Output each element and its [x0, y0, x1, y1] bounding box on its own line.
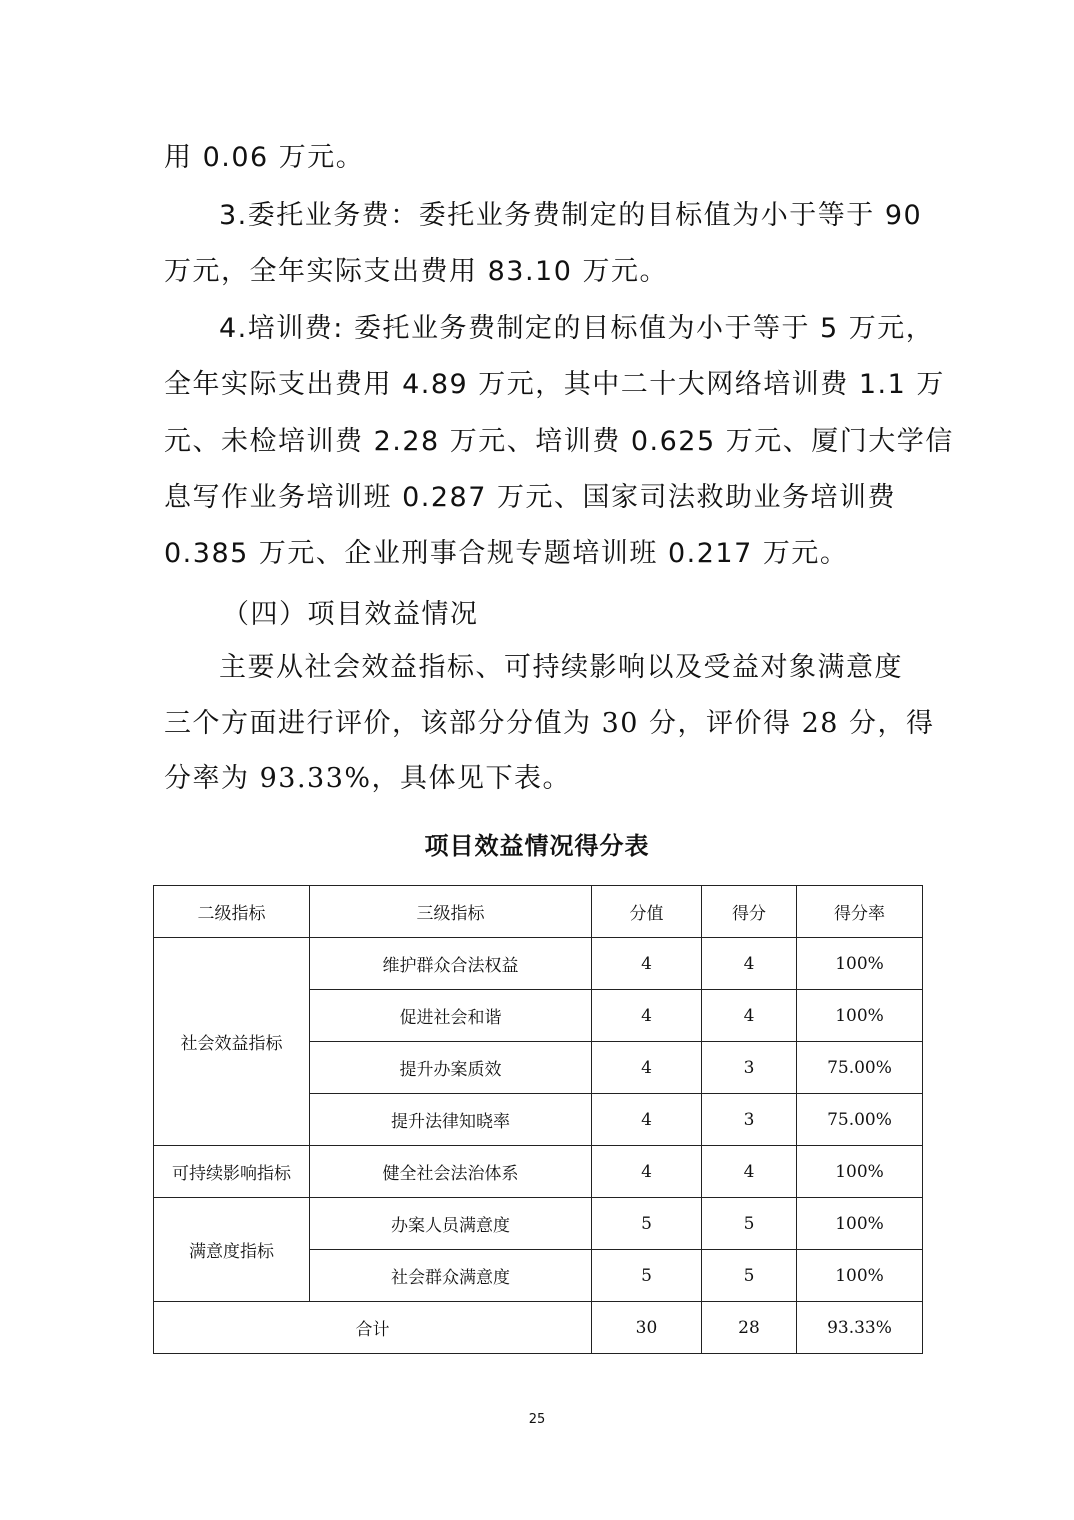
score-cell: 4 [702, 1146, 797, 1198]
table-header-row [154, 886, 923, 938]
header-cell: 得分 [702, 886, 797, 938]
score-cell: 3 [702, 1042, 797, 1094]
group-label: 社会效益指标 [154, 938, 310, 1146]
paragraph-line: 万元，全年实际支出费用 83.10 万元。 [164, 256, 668, 287]
paragraph-line: 4.培训费: 委托业务费制定的目标值为小于等于 5 万元， [219, 313, 935, 344]
rate-cell: 100% [797, 1198, 923, 1250]
score-table [153, 885, 923, 1354]
paragraph-line: 0.385 万元、企业刑事合规专题培训班 0.217 万元。 [164, 538, 849, 569]
paragraph-line: 息写作业务培训班 0.287 万元、国家司法救助业务培训费 [164, 482, 896, 513]
table-row [154, 1146, 923, 1198]
table-caption: 项目效益情况得分表 [424, 832, 650, 860]
page-number: 25 [528, 1412, 546, 1427]
paragraph-line: 用 0.06 万元。 [164, 142, 365, 173]
value-cell: 4 [592, 1146, 702, 1198]
value-cell: 4 [592, 1042, 702, 1094]
indicator-cell: 提升办案质效 [310, 1042, 592, 1094]
total-rate: 93.33% [797, 1302, 923, 1354]
group-label: 可持续影响指标 [154, 1146, 310, 1198]
total-label: 合计 [154, 1302, 592, 1354]
score-cell: 5 [702, 1250, 797, 1302]
header-cell: 二级指标 [154, 886, 310, 938]
paragraph-line: 主要从社会效益指标、可持续影响以及受益对象满意度 [219, 652, 903, 683]
table-total-row [154, 1302, 923, 1354]
value-cell: 4 [592, 938, 702, 990]
table-row [154, 1198, 923, 1250]
score-cell: 4 [702, 990, 797, 1042]
indicator-cell: 促进社会和谐 [310, 990, 592, 1042]
rate-cell: 75.00% [797, 1042, 923, 1094]
paragraph-line: 元、未检培训费 2.28 万元、培训费 0.625 万元、厦门大学信 [164, 426, 954, 457]
value-cell: 5 [592, 1250, 702, 1302]
rate-cell: 100% [797, 938, 923, 990]
header-cell: 分值 [592, 886, 702, 938]
indicator-cell: 提升法律知晓率 [310, 1094, 592, 1146]
header-cell: 得分率 [797, 886, 923, 938]
paragraph-line: 三个方面进行评价，该部分分值为 30 分，评价得 28 分，得 [164, 708, 935, 739]
value-cell: 4 [592, 1094, 702, 1146]
paragraph-line: 3.委托业务费：委托业务费制定的目标值为小于等于 90 [219, 200, 923, 231]
header-cell: 三级指标 [310, 886, 592, 938]
rate-cell: 100% [797, 1250, 923, 1302]
value-cell: 5 [592, 1198, 702, 1250]
indicator-cell: 社会群众满意度 [310, 1250, 592, 1302]
paragraph-line: 分率为 93.33%，具体见下表。 [164, 763, 572, 794]
table-row [154, 938, 923, 990]
paragraph-line: 全年实际支出费用 4.89 万元，其中二十大网络培训费 1.1 万 [164, 369, 945, 400]
indicator-cell: 维护群众合法权益 [310, 938, 592, 990]
rate-cell: 100% [797, 990, 923, 1042]
total-score: 28 [702, 1302, 797, 1354]
total-value: 30 [592, 1302, 702, 1354]
indicator-cell: 办案人员满意度 [310, 1198, 592, 1250]
rate-cell: 75.00% [797, 1094, 923, 1146]
score-cell: 4 [702, 938, 797, 990]
rate-cell: 100% [797, 1146, 923, 1198]
indicator-cell: 健全社会法治体系 [310, 1146, 592, 1198]
group-label: 满意度指标 [154, 1198, 310, 1302]
value-cell: 4 [592, 990, 702, 1042]
score-cell: 5 [702, 1198, 797, 1250]
section-heading: （四）项目效益情况 [222, 599, 479, 630]
score-cell: 3 [702, 1094, 797, 1146]
